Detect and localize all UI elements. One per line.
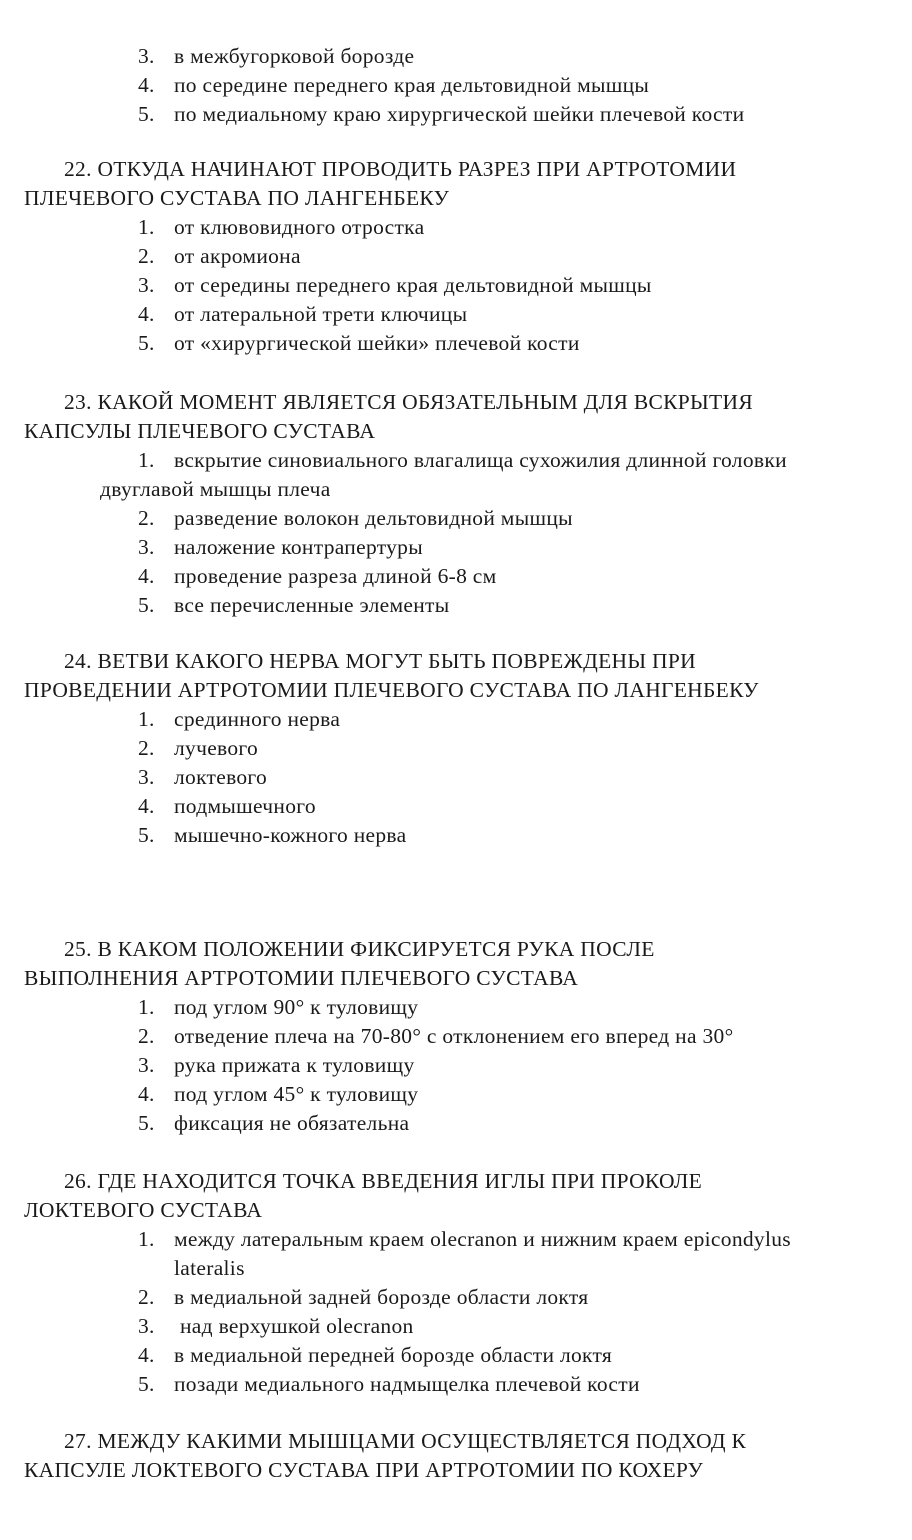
item-number: 1. bbox=[138, 215, 155, 239]
item-text: от «хирургической шейки» плечевой кости bbox=[174, 331, 580, 355]
item-number: 4. bbox=[138, 564, 155, 588]
item-text: от середины переднего края дельтовидной мышцы bbox=[174, 273, 652, 297]
item-number: 1. bbox=[138, 707, 155, 731]
item-number: 3. bbox=[138, 765, 155, 789]
item-text: от латеральной трети ключицы bbox=[174, 302, 468, 326]
item-number: 2. bbox=[138, 736, 155, 760]
item-number: 1. bbox=[138, 1227, 155, 1251]
question-title-cont: КАПСУЛЫ ПЛЕЧЕВОГО СУСТАВА bbox=[24, 419, 376, 443]
question-title: 23. КАКОЙ МОМЕНТ ЯВЛЯЕТСЯ ОБЯЗАТЕЛЬНЫМ ДЛЯ ВСКРЫТИЯ bbox=[64, 390, 753, 414]
item-text: срединного нерва bbox=[174, 707, 341, 731]
item-text: по середине переднего края дельтовидной мышцы bbox=[174, 73, 650, 97]
item-number: 2. bbox=[138, 506, 155, 530]
question-title: 25. В КАКОМ ПОЛОЖЕНИИ ФИКСИРУЕТСЯ РУКА ПОСЛЕ bbox=[64, 937, 655, 961]
item-number: 4. bbox=[138, 302, 155, 326]
item-number: 5. bbox=[138, 1372, 155, 1396]
item-text: фиксация не обязательна bbox=[174, 1111, 410, 1135]
question-title: 24. ВЕТВИ КАКОГО НЕРВА МОГУТ БЫТЬ ПОВРЕЖДЕНЫ ПРИ bbox=[64, 649, 696, 673]
item-text: от клювовидного отростка bbox=[174, 215, 425, 239]
question-title-cont: ПРОВЕДЕНИИ АРТРОТОМИИ ПЛЕЧЕВОГО СУСТАВА ПО ЛАНГЕНБЕКУ bbox=[24, 678, 759, 702]
item-number: 1. bbox=[138, 448, 155, 472]
item-number: 3. bbox=[138, 1053, 155, 1077]
question-title: 22. ОТКУДА НАЧИНАЮТ ПРОВОДИТЬ РАЗРЕЗ ПРИ АРТРОТОМИИ bbox=[64, 157, 737, 181]
item-text: все перечисленные элементы bbox=[174, 593, 450, 617]
item-text: локтевого bbox=[174, 765, 268, 789]
item-text: в межбугорковой борозде bbox=[174, 44, 415, 68]
item-number: 4. bbox=[138, 1082, 155, 1106]
item-text-cont: lateralis bbox=[174, 1256, 245, 1280]
item-text: рука прижата к туловищу bbox=[174, 1053, 415, 1077]
question-title-cont: ВЫПОЛНЕНИЯ АРТРОТОМИИ ПЛЕЧЕВОГО СУСТАВА bbox=[24, 966, 579, 990]
item-number: 3. bbox=[138, 535, 155, 559]
item-text: вскрытие синовиального влагалища сухожилия длинной головки bbox=[174, 448, 787, 472]
item-text: проведение разреза длиной 6-8 см bbox=[174, 564, 497, 588]
item-text: лучевого bbox=[174, 736, 259, 760]
item-number: 2. bbox=[138, 244, 155, 268]
item-text: наложение контрапертуры bbox=[174, 535, 423, 559]
question-title-cont: КАПСУЛЕ ЛОКТЕВОГО СУСТАВА ПРИ АРТРОТОМИИ ПО КОХЕРУ bbox=[24, 1458, 704, 1482]
item-text: под углом 45° к туловищу bbox=[174, 1082, 419, 1106]
item-text: между латеральным краем olecranon и нижним краем epicondylus bbox=[174, 1227, 791, 1251]
item-number: 5. bbox=[138, 823, 155, 847]
item-text: позади медиального надмыщелка плечевой кости bbox=[174, 1372, 640, 1396]
item-text: мышечно-кожного нерва bbox=[174, 823, 407, 847]
question-title: 26. ГДЕ НАХОДИТСЯ ТОЧКА ВВЕДЕНИЯ ИГЛЫ ПРИ ПРОКОЛЕ bbox=[64, 1169, 703, 1193]
item-number: 5. bbox=[138, 331, 155, 355]
item-text: от акромиона bbox=[174, 244, 301, 268]
item-text: разведение волокон дельтовидной мышцы bbox=[174, 506, 573, 530]
question-title-cont: ЛОКТЕВОГО СУСТАВА bbox=[24, 1198, 263, 1222]
item-text: в медиальной передней борозде области локтя bbox=[174, 1343, 613, 1367]
item-number: 5. bbox=[138, 102, 155, 126]
item-text: под углом 90° к туловищу bbox=[174, 995, 419, 1019]
item-number: 5. bbox=[138, 593, 155, 617]
item-number: 3. bbox=[138, 1314, 155, 1338]
item-number: 3. bbox=[138, 273, 155, 297]
item-number: 3. bbox=[138, 44, 155, 68]
item-number: 4. bbox=[138, 1343, 155, 1367]
item-text: отведение плеча на 70-80° с отклонением его вперед на 30° bbox=[174, 1024, 734, 1048]
item-number: 2. bbox=[138, 1285, 155, 1309]
item-text: в медиальной задней борозде области локтя bbox=[174, 1285, 589, 1309]
item-number: 1. bbox=[138, 995, 155, 1019]
question-title: 27. МЕЖДУ КАКИМИ МЫШЦАМИ ОСУЩЕСТВЛЯЕТСЯ ПОДХОД К bbox=[64, 1429, 747, 1453]
item-number: 5. bbox=[138, 1111, 155, 1135]
item-text: подмышечного bbox=[174, 794, 316, 818]
item-number: 2. bbox=[138, 1024, 155, 1048]
item-text: по медиальному краю хирургической шейки плечевой кости bbox=[174, 102, 745, 126]
question-title-cont: ПЛЕЧЕВОГО СУСТАВА ПО ЛАНГЕНБЕКУ bbox=[24, 186, 450, 210]
item-number: 4. bbox=[138, 73, 155, 97]
item-text-cont: двуглавой мышцы плеча bbox=[100, 477, 331, 501]
item-number: 4. bbox=[138, 794, 155, 818]
item-text: над верхушкой olecranon bbox=[180, 1314, 414, 1338]
